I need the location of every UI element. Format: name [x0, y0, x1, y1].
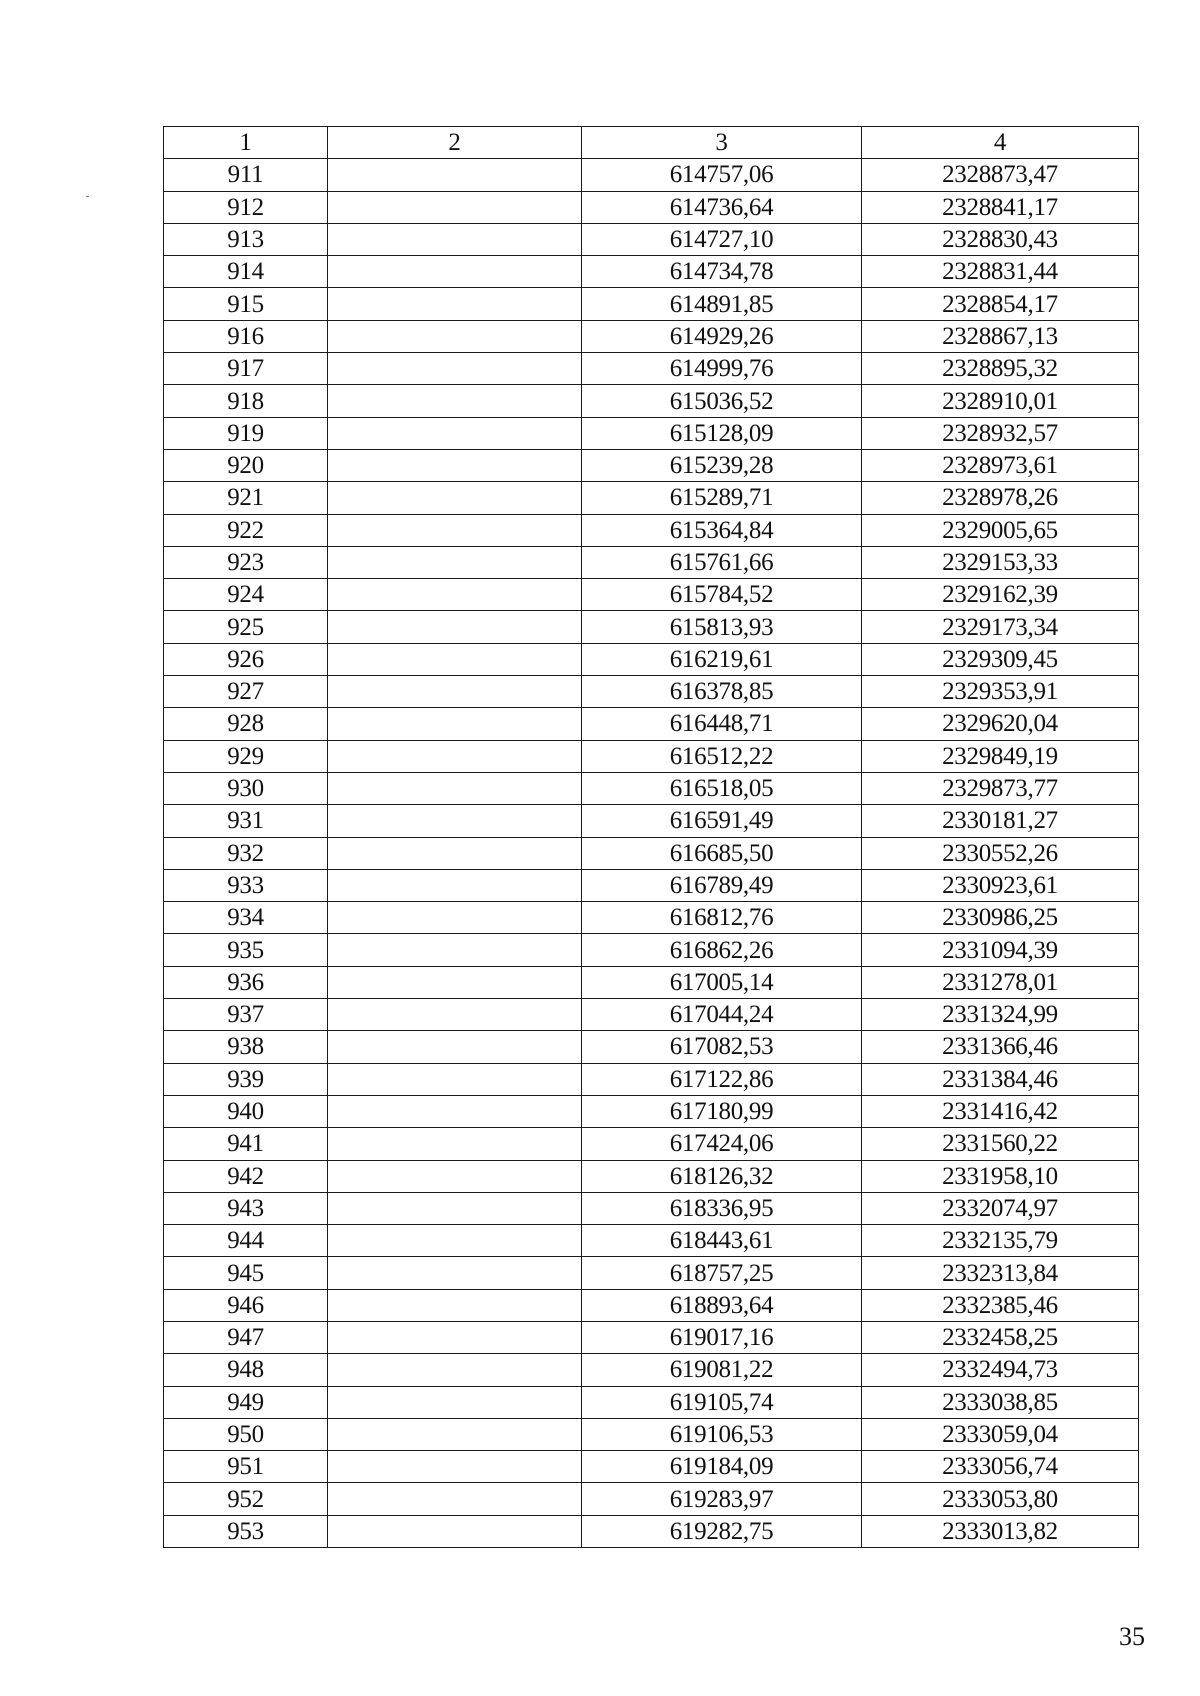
empty-cell [328, 902, 582, 934]
table-row [164, 223, 1139, 255]
point-number-cell: 911 [164, 159, 328, 191]
y-coordinate-cell: 2331278,01 [862, 966, 1139, 998]
empty-cell [328, 1515, 582, 1547]
point-number-cell: 938 [164, 1031, 328, 1063]
x-coordinate-cell: 617180,99 [582, 1095, 862, 1127]
x-coordinate-cell: 618443,61 [582, 1225, 862, 1257]
empty-cell [328, 482, 582, 514]
empty-cell [328, 740, 582, 772]
x-coordinate-cell: 618336,95 [582, 1192, 862, 1224]
x-coordinate-cell: 616518,05 [582, 772, 862, 804]
table-row [164, 1192, 1139, 1224]
table-row [164, 1483, 1139, 1515]
empty-cell [328, 934, 582, 966]
table-row [164, 320, 1139, 352]
x-coordinate-cell: 614929,26 [582, 320, 862, 352]
empty-cell [328, 1225, 582, 1257]
y-coordinate-cell: 2332074,97 [862, 1192, 1139, 1224]
point-number-cell: 918 [164, 385, 328, 417]
point-number-cell: 916 [164, 320, 328, 352]
empty-cell [328, 772, 582, 804]
y-coordinate-cell: 2331560,22 [862, 1128, 1139, 1160]
x-coordinate-cell: 614734,78 [582, 256, 862, 288]
table-row [164, 902, 1139, 934]
column-header-3: 3 [582, 127, 862, 159]
x-coordinate-cell: 616789,49 [582, 869, 862, 901]
point-number-cell: 943 [164, 1192, 328, 1224]
x-coordinate-cell: 619184,09 [582, 1451, 862, 1483]
point-number-cell: 931 [164, 805, 328, 837]
point-number-cell: 925 [164, 611, 328, 643]
point-number-cell: 953 [164, 1515, 328, 1547]
point-number-cell: 919 [164, 417, 328, 449]
table-row [164, 1321, 1139, 1353]
point-number-cell: 932 [164, 837, 328, 869]
y-coordinate-cell: 2329309,45 [862, 643, 1139, 675]
table-row [164, 643, 1139, 675]
point-number-cell: 937 [164, 999, 328, 1031]
empty-cell [328, 1128, 582, 1160]
y-coordinate-cell: 2330181,27 [862, 805, 1139, 837]
empty-cell [328, 353, 582, 385]
y-coordinate-cell: 2333056,74 [862, 1451, 1139, 1483]
table-row [164, 676, 1139, 708]
table-row [164, 708, 1139, 740]
point-number-cell: 920 [164, 449, 328, 481]
empty-cell [328, 546, 582, 578]
y-coordinate-cell: 2328978,26 [862, 482, 1139, 514]
y-coordinate-cell: 2331324,99 [862, 999, 1139, 1031]
empty-cell [328, 449, 582, 481]
y-coordinate-cell: 2329162,39 [862, 579, 1139, 611]
table-row [164, 869, 1139, 901]
table-row [164, 772, 1139, 804]
table-row [164, 1451, 1139, 1483]
x-coordinate-cell: 615289,71 [582, 482, 862, 514]
table-row [164, 805, 1139, 837]
table-row [164, 514, 1139, 546]
point-number-cell: 912 [164, 191, 328, 223]
y-coordinate-cell: 2333053,80 [862, 1483, 1139, 1515]
table-body [164, 159, 1139, 1548]
table-row [164, 1257, 1139, 1289]
empty-cell [328, 676, 582, 708]
empty-cell [328, 1418, 582, 1450]
point-number-cell: 947 [164, 1321, 328, 1353]
x-coordinate-cell: 616862,26 [582, 934, 862, 966]
y-coordinate-cell: 2330552,26 [862, 837, 1139, 869]
y-coordinate-cell: 2328841,17 [862, 191, 1139, 223]
x-coordinate-cell: 617082,53 [582, 1031, 862, 1063]
x-coordinate-cell: 615364,84 [582, 514, 862, 546]
point-number-cell: 914 [164, 256, 328, 288]
x-coordinate-cell: 616378,85 [582, 676, 862, 708]
y-coordinate-cell: 2332135,79 [862, 1225, 1139, 1257]
x-coordinate-cell: 619283,97 [582, 1483, 862, 1515]
table-row [164, 1386, 1139, 1418]
empty-cell [328, 1063, 582, 1095]
empty-cell [328, 288, 582, 320]
point-number-cell: 946 [164, 1289, 328, 1321]
point-number-cell: 913 [164, 223, 328, 255]
point-number-cell: 952 [164, 1483, 328, 1515]
x-coordinate-cell: 619105,74 [582, 1386, 862, 1418]
empty-cell [328, 1257, 582, 1289]
table-row [164, 546, 1139, 578]
point-number-cell: 949 [164, 1386, 328, 1418]
x-coordinate-cell: 618126,32 [582, 1160, 862, 1192]
y-coordinate-cell: 2331094,39 [862, 934, 1139, 966]
x-coordinate-cell: 617005,14 [582, 966, 862, 998]
x-coordinate-cell: 615128,09 [582, 417, 862, 449]
y-coordinate-cell: 2328910,01 [862, 385, 1139, 417]
y-coordinate-cell: 2329873,77 [862, 772, 1139, 804]
y-coordinate-cell: 2328867,13 [862, 320, 1139, 352]
y-coordinate-cell: 2328831,44 [862, 256, 1139, 288]
table-row [164, 579, 1139, 611]
y-coordinate-cell: 2332385,46 [862, 1289, 1139, 1321]
table-row [164, 1063, 1139, 1095]
x-coordinate-cell: 615784,52 [582, 579, 862, 611]
table-row [164, 417, 1139, 449]
point-number-cell: 915 [164, 288, 328, 320]
x-coordinate-cell: 616219,61 [582, 643, 862, 675]
empty-cell [328, 869, 582, 901]
point-number-cell: 941 [164, 1128, 328, 1160]
point-number-cell: 933 [164, 869, 328, 901]
empty-cell [328, 805, 582, 837]
y-coordinate-cell: 2329620,04 [862, 708, 1139, 740]
x-coordinate-cell: 617044,24 [582, 999, 862, 1031]
point-number-cell: 935 [164, 934, 328, 966]
x-coordinate-cell: 615761,66 [582, 546, 862, 578]
table-row [164, 256, 1139, 288]
y-coordinate-cell: 2328932,57 [862, 417, 1139, 449]
empty-cell [328, 191, 582, 223]
y-coordinate-cell: 2328830,43 [862, 223, 1139, 255]
table-row [164, 966, 1139, 998]
empty-cell [328, 159, 582, 191]
y-coordinate-cell: 2329849,19 [862, 740, 1139, 772]
y-coordinate-cell: 2329173,34 [862, 611, 1139, 643]
empty-cell [328, 256, 582, 288]
table-row [164, 385, 1139, 417]
x-coordinate-cell: 618893,64 [582, 1289, 862, 1321]
point-number-cell: 917 [164, 353, 328, 385]
x-coordinate-cell: 615239,28 [582, 449, 862, 481]
point-number-cell: 951 [164, 1451, 328, 1483]
y-coordinate-cell: 2330923,61 [862, 869, 1139, 901]
empty-cell [328, 611, 582, 643]
x-coordinate-cell: 616812,76 [582, 902, 862, 934]
x-coordinate-cell: 617424,06 [582, 1128, 862, 1160]
x-coordinate-cell: 614891,85 [582, 288, 862, 320]
table-row [164, 740, 1139, 772]
empty-cell [328, 1289, 582, 1321]
x-coordinate-cell: 617122,86 [582, 1063, 862, 1095]
point-number-cell: 945 [164, 1257, 328, 1289]
y-coordinate-cell: 2331366,46 [862, 1031, 1139, 1063]
table-row [164, 1160, 1139, 1192]
y-coordinate-cell: 2331416,42 [862, 1095, 1139, 1127]
point-number-cell: 928 [164, 708, 328, 740]
empty-cell [328, 1031, 582, 1063]
table-header [164, 127, 1139, 159]
y-coordinate-cell: 2332494,73 [862, 1354, 1139, 1386]
x-coordinate-cell: 619017,16 [582, 1321, 862, 1353]
table-row [164, 1289, 1139, 1321]
header-row [164, 127, 1139, 159]
table-row [164, 1095, 1139, 1127]
x-coordinate-cell: 614736,64 [582, 191, 862, 223]
point-number-cell: 936 [164, 966, 328, 998]
y-coordinate-cell: 2330986,25 [862, 902, 1139, 934]
page-number: 35 [1119, 1622, 1145, 1651]
y-coordinate-cell: 2333059,04 [862, 1418, 1139, 1450]
point-number-cell: 939 [164, 1063, 328, 1095]
coordinates-table [163, 126, 1139, 1548]
x-coordinate-cell: 616685,50 [582, 837, 862, 869]
x-coordinate-cell: 615813,93 [582, 611, 862, 643]
table-row [164, 1418, 1139, 1450]
column-header-1: 1 [164, 127, 328, 159]
table-row [164, 1354, 1139, 1386]
table-row [164, 611, 1139, 643]
x-coordinate-cell: 618757,25 [582, 1257, 862, 1289]
x-coordinate-cell: 619282,75 [582, 1515, 862, 1547]
empty-cell [328, 1451, 582, 1483]
x-coordinate-cell: 616591,49 [582, 805, 862, 837]
point-number-cell: 934 [164, 902, 328, 934]
y-coordinate-cell: 2332458,25 [862, 1321, 1139, 1353]
y-coordinate-cell: 2333013,82 [862, 1515, 1139, 1547]
y-coordinate-cell: 2331958,10 [862, 1160, 1139, 1192]
y-coordinate-cell: 2333038,85 [862, 1386, 1139, 1418]
table-row [164, 288, 1139, 320]
empty-cell [328, 385, 582, 417]
table-row [164, 449, 1139, 481]
table-row [164, 353, 1139, 385]
point-number-cell: 950 [164, 1418, 328, 1450]
point-number-cell: 942 [164, 1160, 328, 1192]
y-coordinate-cell: 2329153,33 [862, 546, 1139, 578]
point-number-cell: 948 [164, 1354, 328, 1386]
empty-cell [328, 1354, 582, 1386]
y-coordinate-cell: 2328854,17 [862, 288, 1139, 320]
y-coordinate-cell: 2328973,61 [862, 449, 1139, 481]
empty-cell [328, 579, 582, 611]
empty-cell [328, 1160, 582, 1192]
empty-cell [328, 966, 582, 998]
empty-cell [328, 643, 582, 675]
empty-cell [328, 708, 582, 740]
x-coordinate-cell: 614999,76 [582, 353, 862, 385]
x-coordinate-cell: 614727,10 [582, 223, 862, 255]
column-header-4: 4 [862, 127, 1139, 159]
point-number-cell: 940 [164, 1095, 328, 1127]
point-number-cell: 922 [164, 514, 328, 546]
point-number-cell: 921 [164, 482, 328, 514]
empty-cell [328, 417, 582, 449]
point-number-cell: 924 [164, 579, 328, 611]
x-coordinate-cell: 619081,22 [582, 1354, 862, 1386]
table-row [164, 159, 1139, 191]
x-coordinate-cell: 616448,71 [582, 708, 862, 740]
table-row [164, 1128, 1139, 1160]
table-row [164, 1225, 1139, 1257]
x-coordinate-cell: 616512,22 [582, 740, 862, 772]
empty-cell [328, 1483, 582, 1515]
table-row [164, 482, 1139, 514]
table-row [164, 999, 1139, 1031]
y-coordinate-cell: 2332313,84 [862, 1257, 1139, 1289]
empty-cell [328, 837, 582, 869]
empty-cell [328, 999, 582, 1031]
table-row [164, 1031, 1139, 1063]
table-row [164, 837, 1139, 869]
y-coordinate-cell: 2329005,65 [862, 514, 1139, 546]
x-coordinate-cell: 614757,06 [582, 159, 862, 191]
scan-speck [86, 196, 89, 197]
empty-cell [328, 514, 582, 546]
y-coordinate-cell: 2329353,91 [862, 676, 1139, 708]
point-number-cell: 930 [164, 772, 328, 804]
empty-cell [328, 1192, 582, 1224]
table-row [164, 191, 1139, 223]
point-number-cell: 927 [164, 676, 328, 708]
x-coordinate-cell: 615036,52 [582, 385, 862, 417]
column-header-2: 2 [328, 127, 582, 159]
table-row [164, 934, 1139, 966]
y-coordinate-cell: 2328873,47 [862, 159, 1139, 191]
empty-cell [328, 223, 582, 255]
y-coordinate-cell: 2328895,32 [862, 353, 1139, 385]
x-coordinate-cell: 619106,53 [582, 1418, 862, 1450]
point-number-cell: 929 [164, 740, 328, 772]
empty-cell [328, 320, 582, 352]
empty-cell [328, 1095, 582, 1127]
point-number-cell: 926 [164, 643, 328, 675]
empty-cell [328, 1386, 582, 1418]
empty-cell [328, 1321, 582, 1353]
point-number-cell: 944 [164, 1225, 328, 1257]
point-number-cell: 923 [164, 546, 328, 578]
y-coordinate-cell: 2331384,46 [862, 1063, 1139, 1095]
table-row [164, 1515, 1139, 1547]
